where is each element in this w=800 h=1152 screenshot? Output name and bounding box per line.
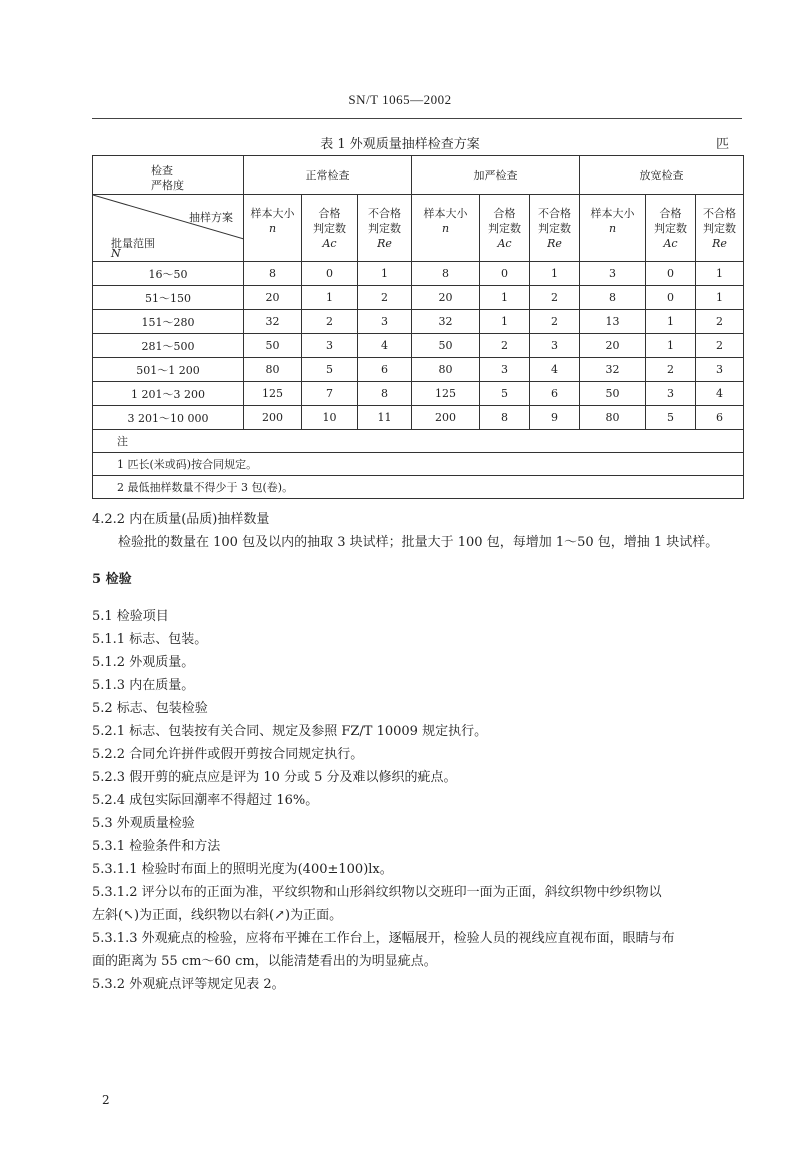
body-line: 左斜(↖)为正面，线织物以右斜(↗)为正面。 [92,908,343,923]
table-cell: 3 [302,334,358,358]
table-row [93,406,744,430]
body-line: 5.3 外观质量检验 [92,816,195,831]
table-cell: 80 [244,358,302,382]
lot-range-cell: 151～280 [93,310,244,334]
table-cell: 32 [412,310,480,334]
body-line: 5.3.1 检验条件和方法 [92,839,221,854]
body-line: 5.3.2 外观疵点评等规定见表 2。 [92,977,285,992]
table-cell: 20 [580,334,646,358]
table-cell: 4 [696,382,744,406]
group-tightened: 加严检查 [412,156,580,195]
table-cell: 2 [530,286,580,310]
table-cell: 1 [358,262,412,286]
table-cell: 7 [302,382,358,406]
subheader-reject: 不合格 判定数 Re [530,195,580,262]
table-cell: 5 [646,406,696,430]
table-row [93,286,744,310]
table-cell: 1 [530,262,580,286]
table-cell: 80 [580,406,646,430]
body-line: 5.2.4 成包实际回潮率不得超过 16%。 [92,793,319,808]
table-cell: 3 [696,358,744,382]
lot-range-cell: 51～150 [93,286,244,310]
body-line: 5 检验 [92,572,132,587]
table-row [93,262,744,286]
table-cell: 80 [412,358,480,382]
table-cell: 0 [480,262,530,286]
group-reduced: 放宽检查 [580,156,744,195]
body-line: 5.2.3 假开剪的疵点应是评为 10 分或 5 分及难以修织的疵点。 [92,770,457,785]
subheader-accept: 合格 判定数 Ac [480,195,530,262]
body-line: 5.1 检验项目 [92,609,169,624]
table-cell: 8 [412,262,480,286]
header-rule [92,118,742,119]
lot-range-cell: 281～500 [93,334,244,358]
subheader-reject: 不合格 判定数 Re [358,195,412,262]
page-number: 2 [102,1093,110,1107]
table-cell: 3 [580,262,646,286]
body-line: 5.1.3 内在质量。 [92,678,195,693]
table-row [93,334,744,358]
table-cell: 1 [302,286,358,310]
table-note-1: 1 匹长(米或码)按合同规定。 [93,453,744,476]
subheader-sample-size: 样本大小 n [580,195,646,262]
lot-range-cell: 1 201～3 200 [93,382,244,406]
table-cell: 6 [530,382,580,406]
table-cell: 4 [530,358,580,382]
body-line: 4.2.2 内在质量(品质)抽样数量 [92,512,270,527]
table-cell: 3 [358,310,412,334]
body-line: 5.2 标志、包装检验 [92,701,208,716]
table-row [93,382,744,406]
lot-range-cell: 501～1 200 [93,358,244,382]
table-cell: 8 [580,286,646,310]
table-cell: 32 [580,358,646,382]
table-cell: 2 [480,334,530,358]
corner-label-n: N [111,247,121,260]
table-row [93,310,744,334]
table-row [93,358,744,382]
body-line: 检验批的数量在 100 包及以内的抽取 3 块试样；批量大于 100 包，每增加 1～50 包，增抽 1 块试样。 [118,535,719,550]
table-cell: 4 [358,334,412,358]
table-cell: 5 [480,382,530,406]
table-cell: 200 [412,406,480,430]
table-cell: 50 [244,334,302,358]
table-cell: 3 [646,382,696,406]
table-cell: 8 [244,262,302,286]
table-cell: 32 [244,310,302,334]
table-cell: 125 [244,382,302,406]
table-note-2: 2 最低抽样数量不得少于 3 包(卷)。 [93,476,744,499]
subheader-reject: 不合格 判定数 Re [696,195,744,262]
table-cell: 8 [358,382,412,406]
table-cell: 6 [696,406,744,430]
table-cell: 2 [696,310,744,334]
subheader-sample-size: 样本大小 n [244,195,302,262]
table-cell: 5 [302,358,358,382]
table-cell: 50 [412,334,480,358]
corner-header-cell [93,156,244,262]
table-cell: 2 [302,310,358,334]
table-cell: 2 [530,310,580,334]
table-cell: 1 [646,310,696,334]
table-cell: 6 [358,358,412,382]
table-cell: 1 [480,286,530,310]
body-line: 5.2.2 合同允许拼件或假开剪按合同规定执行。 [92,747,364,762]
sampling-plan-table [92,155,744,499]
table-cell: 0 [302,262,358,286]
table-cell: 3 [480,358,530,382]
corner-label-strictness: 严格度 [151,179,184,192]
table-cell: 8 [480,406,530,430]
body-line: 5.1.1 标志、包装。 [92,632,208,647]
table-cell: 3 [530,334,580,358]
table-note-heading: 注 [93,430,744,453]
table-cell: 9 [530,406,580,430]
body-text [92,508,752,996]
table-cell: 200 [244,406,302,430]
corner-label-lot-range: 批量范围 [111,237,155,250]
table-cell: 1 [696,286,744,310]
table-cell: 11 [358,406,412,430]
standard-code-header: SN/T 1065—2002 [348,92,452,107]
table-unit: 匹 [716,137,730,152]
table-cell: 2 [646,358,696,382]
lot-range-cell: 16～50 [93,262,244,286]
subheader-accept: 合格 判定数 Ac [646,195,696,262]
table-cell: 10 [302,406,358,430]
subheader-sample-size: 样本大小 n [412,195,480,262]
table-cell: 13 [580,310,646,334]
table-cell: 1 [480,310,530,334]
table-cell: 2 [696,334,744,358]
table-cell: 20 [412,286,480,310]
table-cell: 1 [646,334,696,358]
corner-label-plan: 抽样方案 [189,211,233,224]
group-normal: 正常检查 [244,156,412,195]
corner-label-check: 检查 [151,164,173,177]
body-line: 5.1.2 外观质量。 [92,655,195,670]
subheader-accept: 合格 判定数 Ac [302,195,358,262]
body-line: 面的距离为 55 cm～60 cm，以能清楚看出的为明显疵点。 [92,954,437,969]
table-cell: 50 [580,382,646,406]
body-line: 5.3.1.1 检验时布面上的照明光度为(400±100)lx。 [92,862,393,877]
table-cell: 1 [696,262,744,286]
table-cell: 0 [646,262,696,286]
table-title: 表 1 外观质量抽样检查方案 [320,137,480,152]
table-cell: 2 [358,286,412,310]
body-line: 5.3.1.3 外观疵点的检验，应将布平摊在工作台上，逐幅展开，检验人员的视线应直视布面，眼睛与布 [92,931,675,946]
lot-range-cell: 3 201～10 000 [93,406,244,430]
table-cell: 0 [646,286,696,310]
body-line: 5.3.1.2 评分以布的正面为准，平纹织物和山形斜纹织物以交班印一面为正面，斜纹织物中纱织物以 [92,885,662,900]
body-line: 5.2.1 标志、包装按有关合同、规定及参照 FZ/T 10009 规定执行。 [92,724,488,739]
table-cell: 125 [412,382,480,406]
table-cell: 20 [244,286,302,310]
